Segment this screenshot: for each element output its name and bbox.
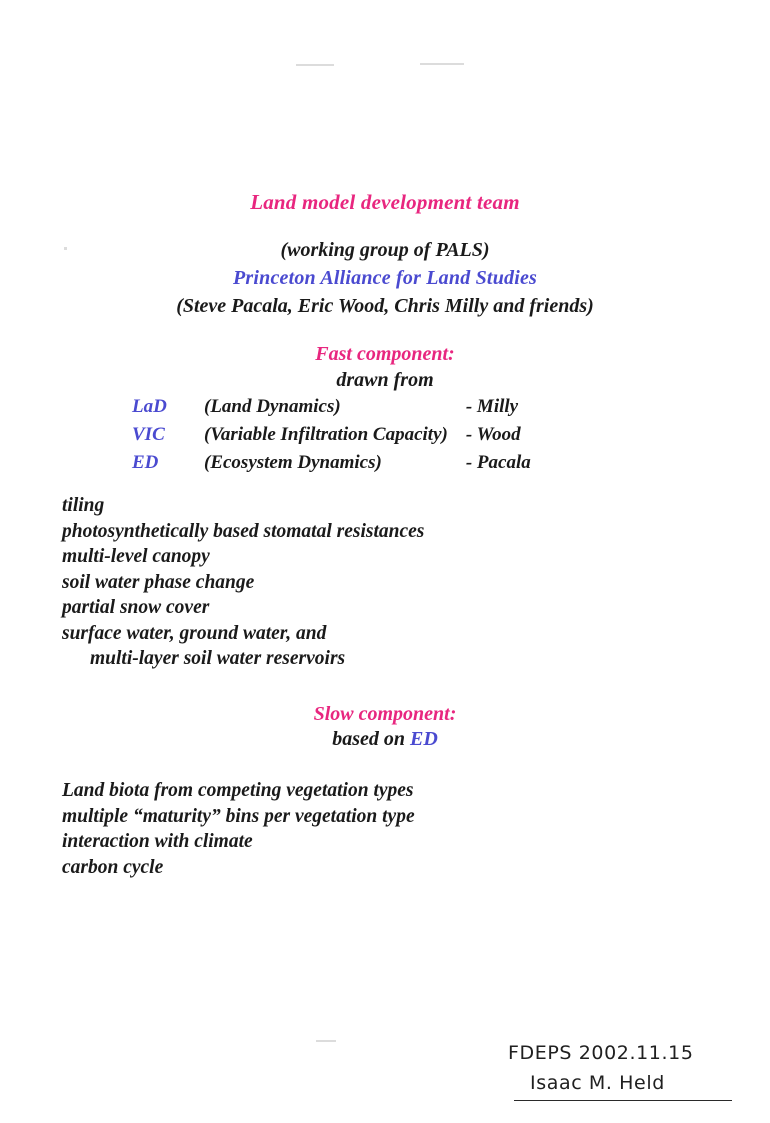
model-owner: - Milly [465, 396, 519, 417]
list-item: partial snow cover [62, 597, 210, 618]
table-row [128, 424, 531, 452]
slow-feature-list [62, 778, 415, 880]
page-title: Land model development team [250, 190, 520, 214]
table-row [128, 396, 531, 424]
scan-artifact [316, 1040, 336, 1042]
model-source-table [128, 396, 531, 480]
list-item: multi-layer soil water reservoirs [90, 648, 346, 669]
subtitle-line-working-group: (working group of PALS) [280, 239, 490, 261]
slow-component-heading: Slow component: [313, 703, 457, 725]
model-owner: - Wood [465, 424, 521, 445]
fast-feature-list [62, 493, 424, 672]
model-abbr: VIC [132, 424, 165, 445]
list-item: tiling [62, 495, 105, 516]
list-item: multi-level canopy [62, 546, 210, 567]
scan-artifact [296, 64, 334, 66]
list-item: interaction with climate [62, 831, 253, 852]
list-item: surface water, ground water, and [62, 622, 327, 644]
list-item: photosynthetically based stomatal resistances [62, 520, 425, 542]
subtitle-line-pals-name: Princeton Alliance for Land Studies [232, 267, 538, 289]
list-item: carbon cycle [62, 856, 164, 878]
subtitle-line-members: (Steve Pacala, Eric Wood, Chris Milly and friends) [176, 295, 594, 317]
subtitle-block [0, 236, 770, 320]
slow-subheading-prefix: based on [332, 728, 410, 750]
model-abbr: ED [132, 452, 159, 473]
footer-author-name: Isaac M. Held [530, 1072, 665, 1094]
table-row [128, 452, 531, 480]
footer-underline [514, 1100, 732, 1101]
model-expansion: (Ecosystem Dynamics) [204, 452, 382, 473]
model-expansion: (Variable Infiltration Capacity) [204, 424, 448, 445]
footer-conference-date: FDEPS 2002.11.15 [508, 1042, 694, 1064]
scan-artifact [420, 63, 464, 65]
slow-subheading-model: ED [410, 728, 438, 750]
handwritten-footer [508, 1038, 732, 1101]
model-owner: - Pacala [465, 452, 531, 473]
fast-component-subheading: drawn from [336, 369, 434, 391]
list-item: multiple “maturity” bins per vegetation type [62, 805, 415, 827]
model-expansion: (Land Dynamics) [204, 396, 341, 417]
list-item: Land biota from competing vegetation types [62, 780, 414, 801]
model-abbr: LaD [132, 396, 167, 417]
slow-component-subheading [0, 728, 770, 751]
list-item: soil water phase change [62, 571, 255, 593]
fast-component-heading: Fast component: [315, 343, 455, 365]
